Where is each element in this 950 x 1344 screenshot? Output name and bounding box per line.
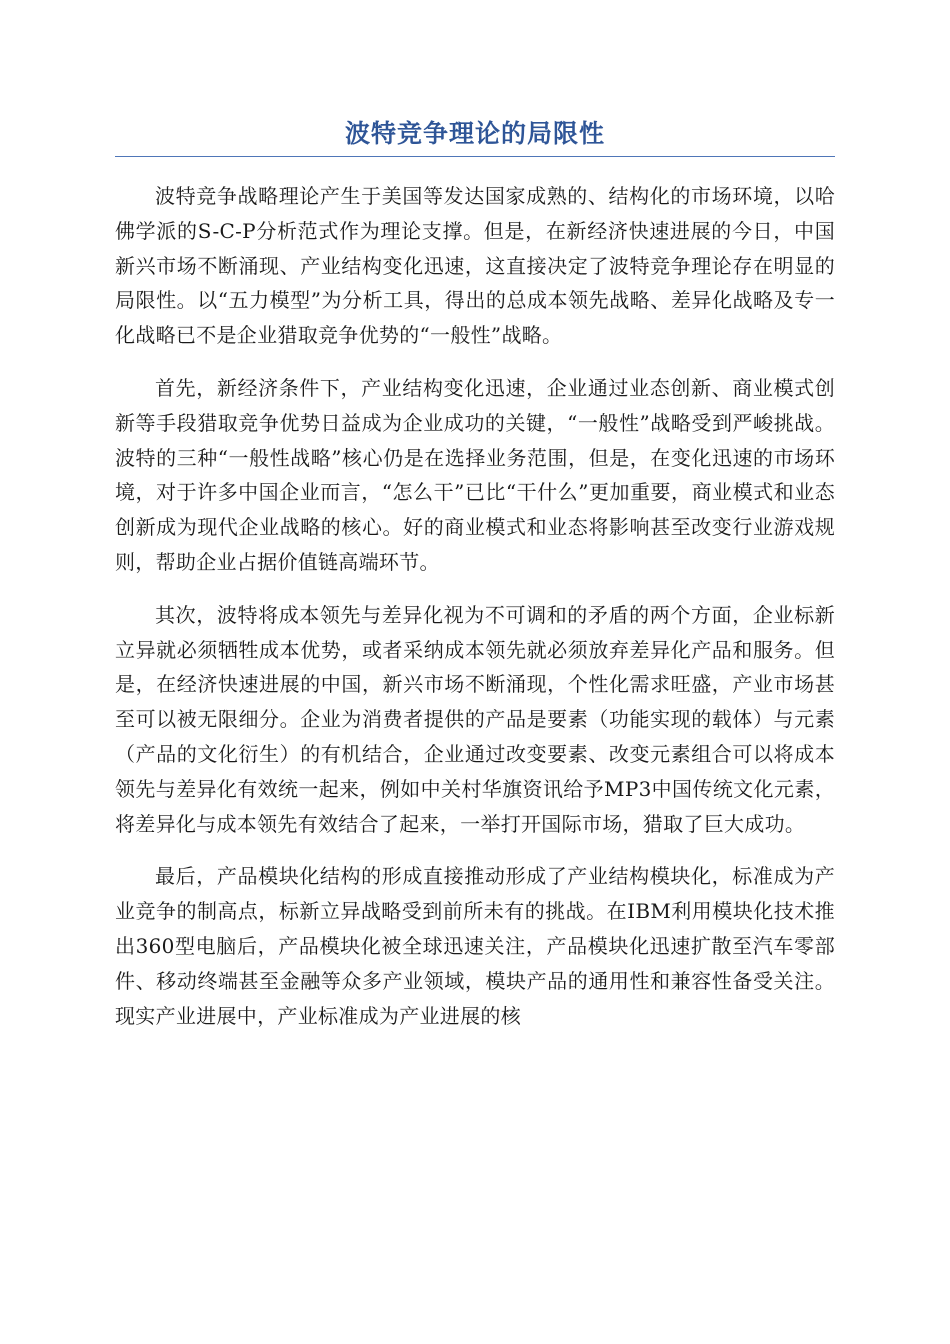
document-body <box>115 179 835 1033</box>
paragraph-1: 波特竞争战略理论产生于美国等发达国家成熟的、结构化的市场环境，以哈佛学派的S-C-P分析范式作为理论支撑。但是，在新经济快速进展的今日，中国新兴市场不断涌现、产业结构变化迅速，这直接决定了波特竞争理论存在明显的局限性。以“五力模型”为分析工具，得出的总成本领先战略、差异化战略及专一化战略已不是企业猎取竞争优势的“一般性”战略。 <box>115 184 835 348</box>
title-underline <box>115 156 835 157</box>
paragraph-2: 首先，新经济条件下，产业结构变化迅速，企业通过业态创新、商业模式创新等手段猎取竞争优势日益成为企业成功的关键，“一般性”战略受到严峻挑战。波特的三种“一般性战略”核心仍是在选择业务范围，但是，在变化迅速的市场环境，对于许多中国企业而言，“怎么干”已比“干什么”更加重要，商业模式和业态创新成为现代企业战略的核心。好的商业模式和业态将影响甚至改变行业游戏规则，帮助企业占据价值链高端环节。 <box>115 375 835 574</box>
paragraph-3: 其次，波特将成本领先与差异化视为不可调和的矛盾的两个方面，企业标新立异就必须牺牲成本优势，或者采纳成本领先就必须放弃差异化产品和服务。但是，在经济快速进展的中国，新兴市场不断涌现，个性化需求旺盛，产业市场甚至可以被无限细分。企业为消费者提供的产品是要素（功能实现的载体）与元素（产品的文化衍生）的有机结合，企业通过改变要素、改变元素组合可以将成本领先与差异化有效统一起来，例如中关村华旗资讯给予MP3中国传统文化元素，将差异化与成本领先有效结合了起来，一举打开国际市场，猎取了巨大成功。 <box>115 602 835 836</box>
document-page <box>115 0 835 1051</box>
document-title: 波特竞争理论的局限性 <box>344 119 605 148</box>
paragraph-4: 最后，产品模块化结构的形成直接推动形成了产业结构模块化，标准成为产业竞争的制高点，标新立异战略受到前所未有的挑战。在IBM利用模块化技术推出360型电脑后，产品模块化被全球迅速关注，产品模块化迅速扩散至汽车零部件、移动终端甚至金融等众多产业领域，模块产品的通用性和兼容性备受关注。现实产业进展中，产业标准成为产业进展的核 <box>115 864 835 1028</box>
